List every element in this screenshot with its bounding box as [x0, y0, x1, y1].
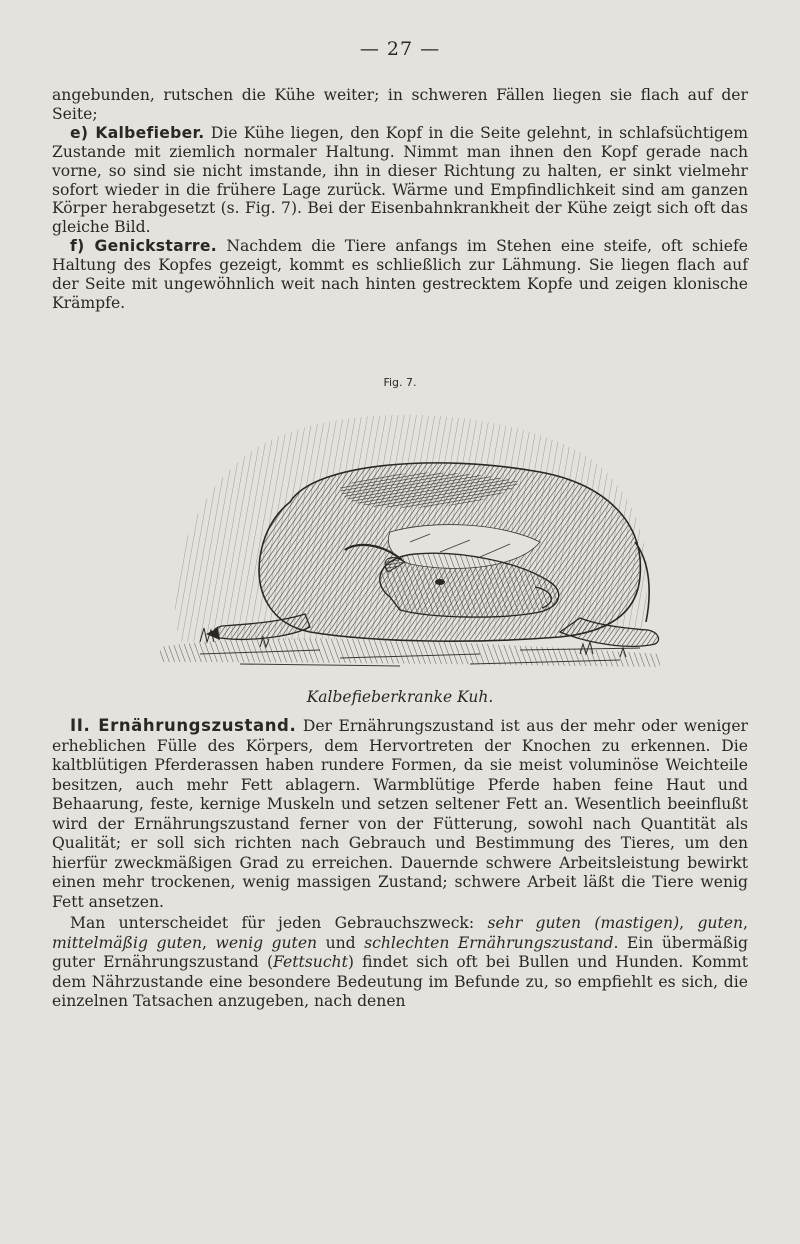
p2-sep-2: ,: [743, 914, 748, 932]
item-e-paragraph: [52, 124, 748, 237]
page-number: — 27 —: [359, 38, 441, 60]
figure-caption: Kalbefieberkranke Kuh.: [306, 688, 494, 706]
section-text-block: [52, 716, 748, 1012]
p2-term-very-good: sehr guten (mastigen): [487, 914, 680, 932]
p2-term-obesity: Fettsucht: [273, 953, 348, 971]
p2-term-little-good: wenig guten: [215, 933, 318, 952]
cow-illustration: [140, 392, 670, 680]
item-e-label: e) Kalbefieber.: [70, 123, 205, 142]
p2-term-bad: schlechten Ernährungszustand: [364, 933, 614, 952]
p2-term-medium: mittelmäßig guten: [52, 933, 203, 952]
p2-sep-3: ,: [202, 933, 216, 952]
item-f-text: Nachdem die Tiere anfangs im Stehen eine steife, oft schiefe Haltung des Kopfes gezeigt, kommt es schließlich zur Lähmung. Sie liegen flach auf der Seite mit ungewöhnlich weit nach hinten gestrecktem Kopfe und zeigen klonische Krämpfe.: [52, 237, 748, 312]
section-p1-text: Der Ernährungszustand ist aus der mehr oder weniger erheblichen Fülle des Körpers, dem Hervortreten der Knochen zu erkennen. Die kaltblütigen Pferderassen haben rundere Formen, da sie meist voluminöse Weichteile besitzen, auch mehr Fett ablagern. Warmblütige Pferde haben feine Haut und Behaarung, feste, kernige Muskeln und setzen seltener Fett an. Wesentlich beeinflußt wird der Ernährungszustand ferner von der Fütterung, sowohl nach Quantität als Qualität; er soll sich richten nach Gebrauch und Bestimmung des Tieres, um den hierfür zweckmäßigen Grad zu erreichen. Dauernde schwere Arbeitsleistung bewirkt einen mehr trockenen, wenig massigen Zustand; schwere Arbeit läßt die Tiere wenig Fett ansetzen.: [52, 717, 748, 911]
p2-ending: ) findet sich oft bei Bullen und Hunden. Kommt dem Nährzustande eine besondere Bedeutung im Befunde zu, so empfiehlt es sich, die einzelnen Tatsachen anzugeben, nach denen: [52, 953, 748, 1010]
continuation-paragraph: angebunden, rutschen die Kühe weiter; in schweren Fällen liegen sie flach auf der Seite;: [52, 86, 748, 123]
top-text-block: [52, 86, 748, 313]
section-title: II. Ernährungszustand.: [70, 716, 297, 735]
figure-label: Fig. 7.: [383, 376, 417, 389]
p2-sep-5: . Ein übermäßig guter Ernährungszustand (: [52, 933, 748, 971]
item-f-label: f) Genickstarre.: [70, 237, 218, 256]
p2-sep-1: ,: [679, 914, 698, 932]
section-paragraph-2: [52, 914, 748, 1012]
item-f-paragraph: [52, 237, 748, 313]
section-paragraph-1: [52, 716, 748, 912]
cow-eye: [435, 579, 445, 585]
p2-intro: Man unterscheidet für jeden Gebrauchszweck:: [70, 914, 475, 932]
item-e-text: Die Kühe liegen, den Kopf in die Seite gelehnt, in schlafsüchtigem Zustande mit ziemlich normaler Haltung. Nimmt man ihnen den Kopf gerade nach vorne, so sind sie nicht imstande, ihn in dieser Richtung zu halten, er sinkt vielmehr sofort wieder in die frühere Lage zurück. Wärme und Empfindlichkeit sind am ganzen Körper herabgesetzt (s. Fig. 7). Bei der Eisenbahnkrankheit der Kühe zeigt sich oft das gleiche Bild.: [52, 123, 748, 237]
p2-term-good: guten: [697, 914, 744, 932]
p2-sep-4: und: [317, 933, 365, 952]
